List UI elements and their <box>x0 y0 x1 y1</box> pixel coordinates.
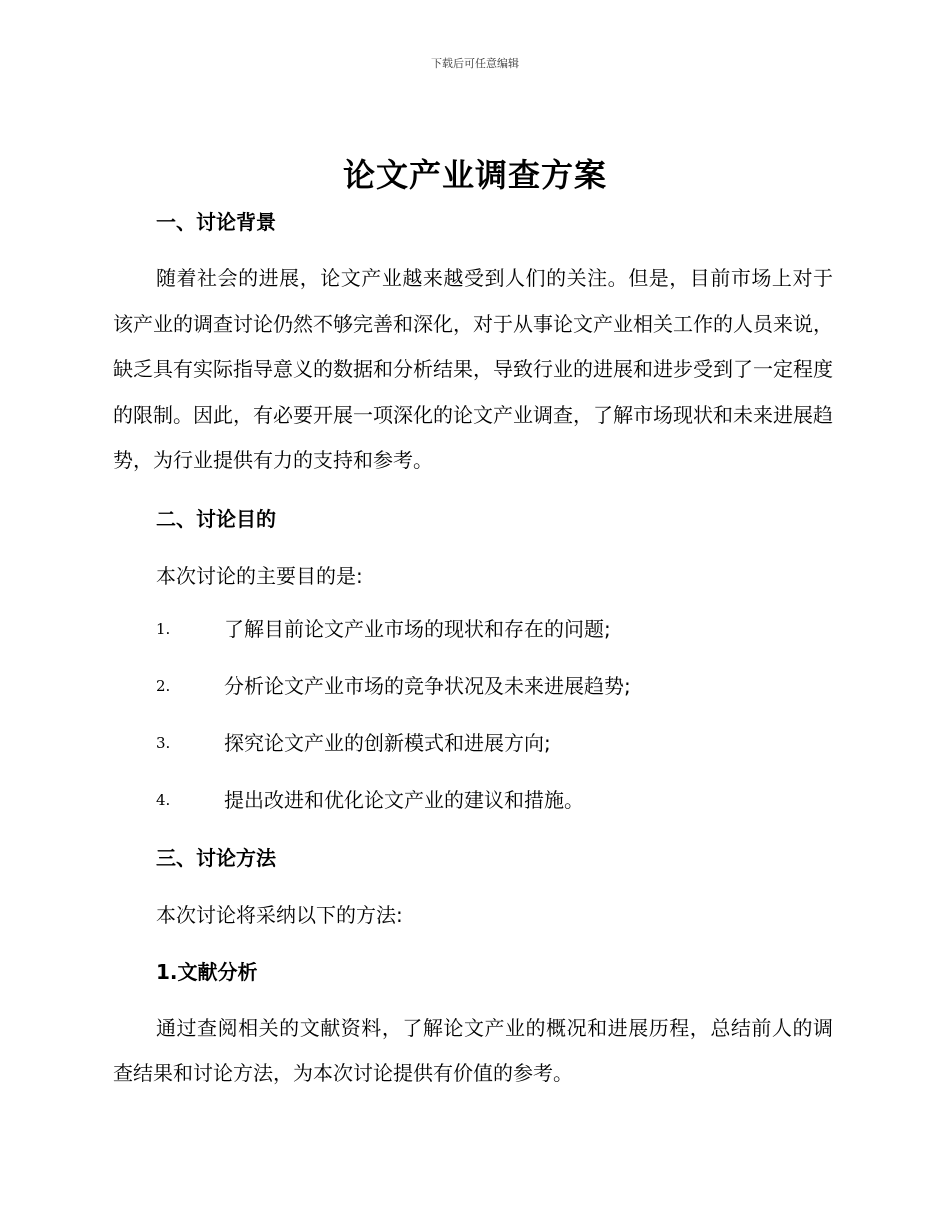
list-item <box>113 772 833 829</box>
list-item-text: 分析论文产业市场的竞争状况及未来进展趋势; <box>224 673 631 698</box>
list-item <box>113 658 833 715</box>
paragraph-background: 随着社会的进展，论文产业越来越受到人们的关注。但是，目前市场上对于该产业的调查讨论仍然不够完善和深化，对于从事论文产业相关工作的人员来说，缺乏具有实际指导意义的数据和分析结果，导致行业的进展和进步受到了一定程度的限制。因此，有必要开展一项深化的论文产业调查，了解市场现状和未来进展趋势，为行业提供有力的支持和参考。 <box>113 266 833 472</box>
list-item <box>113 601 833 658</box>
page-title: 论文产业调查方案 <box>342 156 607 194</box>
header-note: 下载后可任意编辑 <box>431 57 519 70</box>
list-item-number: 4. <box>156 790 171 809</box>
method-intro: 本次讨论将采纳以下的方法: <box>156 902 403 927</box>
list-item-number: 1. <box>156 619 171 638</box>
subsection-heading-literature: 1.文献分析 <box>156 959 258 984</box>
list-item-text: 了解目前论文产业市场的现状和存在的问题; <box>224 616 611 641</box>
list-item <box>113 715 833 772</box>
list-item-text: 探究论文产业的创新模式和进展方向; <box>224 730 551 755</box>
list-item-number: 2. <box>156 676 171 695</box>
purpose-list <box>113 601 833 829</box>
section-heading-background: 一、讨论背景 <box>156 210 276 234</box>
list-item-number: 3. <box>156 733 171 752</box>
paragraph-literature: 通过查阅相关的文献资料，了解论文产业的概况和进展历程，总结前人的调查结果和讨论方法，为本次讨论提供有价值的参考。 <box>113 1015 833 1085</box>
document-body <box>113 202 833 1097</box>
section-heading-purpose: 二、讨论目的 <box>156 506 276 531</box>
section-heading-method: 三、讨论方法 <box>156 845 276 870</box>
list-item-text: 提出改进和优化论文产业的建议和措施。 <box>224 787 584 812</box>
purpose-intro: 本次讨论的主要目的是: <box>156 563 363 588</box>
